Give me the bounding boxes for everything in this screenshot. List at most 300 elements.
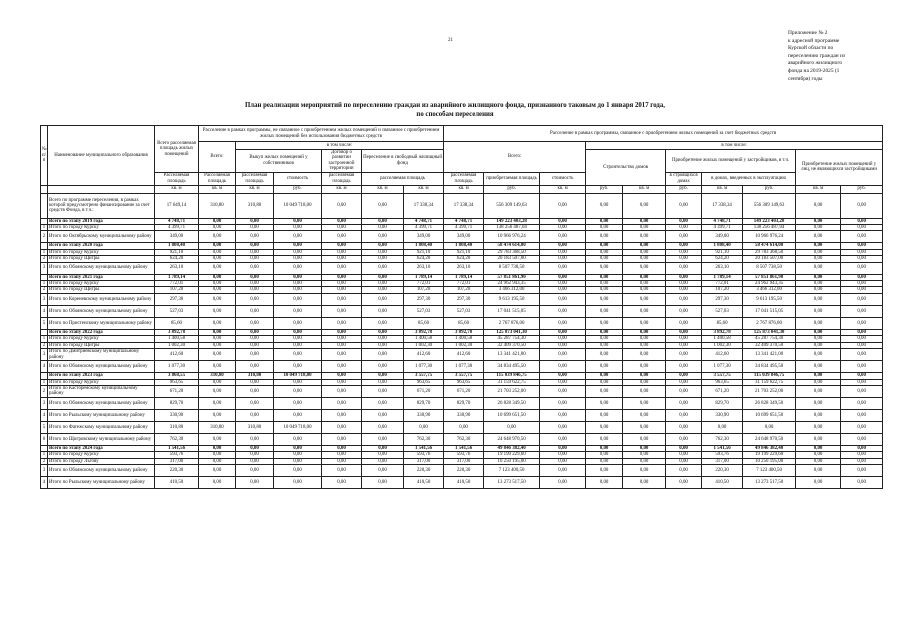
row-value: 963,65 xyxy=(702,379,743,385)
row-value: 4 748,71 xyxy=(702,218,743,224)
row-value: 0,00 xyxy=(623,397,666,409)
header-sub: расселяемая площадь xyxy=(236,172,274,185)
row-value: 0,00 xyxy=(666,317,702,329)
row-value: 527,03 xyxy=(444,305,484,317)
row-number: 3 xyxy=(41,262,48,274)
row-value: 0,00 xyxy=(274,385,322,397)
appendix-line: фонда на 2019-2025 (1 xyxy=(788,67,840,74)
row-value: 0,00 xyxy=(236,349,274,361)
row-value: 330,90 xyxy=(155,409,199,421)
row-value: 0,00 xyxy=(274,397,322,409)
header-g2-including: в том числе: xyxy=(586,142,883,150)
row-value: 921,10 xyxy=(404,249,444,255)
row-value: 13 341 421,00 xyxy=(743,349,796,361)
row-value: 0,00 xyxy=(841,243,883,249)
row-value: 0,00 xyxy=(623,293,666,305)
row-value: 0,00 xyxy=(586,409,623,421)
row-value: 1 541,56 xyxy=(444,445,484,451)
row-value: 0,00 xyxy=(623,445,666,451)
row-value: 3 892,78 xyxy=(702,329,743,335)
row-value: 0,00 xyxy=(586,397,623,409)
row-value: 0,00 xyxy=(199,342,236,348)
row-value: 349,00 xyxy=(155,231,199,243)
table-row xyxy=(41,231,883,243)
row-value: 0,00 xyxy=(796,317,841,329)
row-value: 0,00 xyxy=(236,249,274,255)
row-value: 0,00 xyxy=(586,385,623,397)
row-value: 10 049 718,00 xyxy=(274,193,322,218)
row-value: 0,00 xyxy=(841,445,883,451)
row-value: 0,00 xyxy=(623,477,666,489)
row-value: 0,00 xyxy=(586,287,623,293)
row-value: 0,00 xyxy=(199,397,236,409)
header-unit: кв. м xyxy=(702,185,743,193)
row-value: 0,00 xyxy=(274,433,322,445)
row-value: 0,00 xyxy=(322,342,362,348)
row-value: 0,00 xyxy=(841,336,883,342)
row-value: 829,70 xyxy=(404,397,444,409)
row-value: 0,00 xyxy=(199,281,236,287)
row-value: 0,00 xyxy=(623,421,666,433)
row-value: 0,00 xyxy=(586,421,623,433)
table-header xyxy=(41,126,883,194)
row-value: 149 223 403,28 xyxy=(743,218,796,224)
header-unit: руб. xyxy=(586,185,623,193)
row-number: 1 xyxy=(41,281,48,287)
row-value: 9 613 195,50 xyxy=(743,293,796,305)
row-value: 0,00 xyxy=(623,379,666,385)
row-municipality: Итого по Касторенскому муниципальному району xyxy=(48,385,155,397)
page-number: 21 xyxy=(448,38,453,43)
row-value: 0,00 xyxy=(796,256,841,262)
row-value: 0,00 xyxy=(199,477,236,489)
row-value: 0,00 xyxy=(796,305,841,317)
row-value: 0,00 xyxy=(540,225,586,231)
row-value: 0,00 xyxy=(362,317,404,329)
row-value: 0,00 xyxy=(274,262,322,274)
row-value: 0,00 xyxy=(796,231,841,243)
row-value: 0,00 xyxy=(841,361,883,373)
row-value: 1 808,40 xyxy=(444,243,484,249)
row-value: 0,00 xyxy=(841,262,883,274)
row-value: 0,00 xyxy=(540,243,586,249)
row-value: 3 868,55 xyxy=(155,373,199,379)
row-value: 310,80 xyxy=(199,421,236,433)
row-value: 349,00 xyxy=(404,231,444,243)
row-value: 0,00 xyxy=(274,249,322,255)
row-value: 19 199 229,60 xyxy=(484,452,540,458)
row-value: 138 256 487,04 xyxy=(484,225,540,231)
row-value: 0,00 xyxy=(623,329,666,335)
row-value: 0,00 xyxy=(274,243,322,249)
row-value: 772,01 xyxy=(444,281,484,287)
row-value: 0,00 xyxy=(841,349,883,361)
row-value: 138 256 487,04 xyxy=(743,225,796,231)
row-value: 0,00 xyxy=(199,305,236,317)
row-value: 10 250 195,00 xyxy=(743,458,796,464)
row-value: 0,00 xyxy=(274,342,322,348)
row-value: 0,00 xyxy=(199,445,236,451)
row-value: 412,60 xyxy=(444,349,484,361)
row-value: 0,00 xyxy=(540,231,586,243)
row-value: 410,50 xyxy=(702,477,743,489)
table-row xyxy=(41,305,883,317)
row-value: 0,00 xyxy=(586,373,623,379)
row-value: 1 077,30 xyxy=(702,361,743,373)
row-value: 0,00 xyxy=(666,225,702,231)
header-unit: руб. xyxy=(743,185,796,193)
row-municipality: Итого по городу Курску xyxy=(48,225,155,231)
row-value: 0,00 xyxy=(796,409,841,421)
row-value: 0,00 xyxy=(540,433,586,445)
row-value: 17 649,14 xyxy=(155,193,199,218)
row-value: 0,00 xyxy=(623,281,666,287)
row-value: 0,00 xyxy=(796,349,841,361)
row-value: 0,00 xyxy=(796,293,841,305)
row-value: 3 892,78 xyxy=(404,329,444,335)
row-value: 4 399,71 xyxy=(404,225,444,231)
row-value: 0,00 xyxy=(666,361,702,373)
row-value: 0,00 xyxy=(236,336,274,342)
row-number: 1 xyxy=(41,379,48,385)
header-unit: руб. xyxy=(274,185,322,193)
row-number: 4 xyxy=(41,305,48,317)
row-value: 0,00 xyxy=(362,445,404,451)
row-value: 49 846 382,40 xyxy=(484,445,540,451)
row-value: 0,00 xyxy=(362,218,404,224)
row-value: 829,70 xyxy=(702,397,743,409)
row-value: 0,00 xyxy=(199,458,236,464)
row-value: 0,00 xyxy=(796,445,841,451)
row-value: 0,00 xyxy=(841,274,883,280)
row-value: 0,00 xyxy=(274,477,322,489)
row-value: 0,00 xyxy=(274,274,322,280)
header-unit xyxy=(41,185,48,193)
row-value: 624,20 xyxy=(444,256,484,262)
row-value: 0,00 xyxy=(236,256,274,262)
row-value: 0,00 xyxy=(540,361,586,373)
row-value: 0,00 xyxy=(841,256,883,262)
header-unit: руб. xyxy=(841,185,883,193)
row-value: 671,20 xyxy=(155,385,199,397)
header-acquire-other: Приобретение жилых помещений у лиц, не являющихся застройщиками xyxy=(796,150,883,186)
header-unit: кв. м xyxy=(322,185,362,193)
row-municipality: Итого по Обоянскому муниципальному району xyxy=(48,361,155,373)
row-value: 125 873 041,30 xyxy=(484,329,540,335)
row-value: 0,00 xyxy=(236,231,274,243)
row-value: 317,00 xyxy=(155,458,199,464)
row-value: 330,90 xyxy=(702,409,743,421)
row-value: 0,00 xyxy=(322,225,362,231)
header-sub: стоимость xyxy=(540,172,586,185)
row-value: 0,00 xyxy=(540,379,586,385)
row-value: 0,00 xyxy=(666,329,702,335)
row-value: 10 049 718,00 xyxy=(274,421,322,433)
row-value: 0,00 xyxy=(362,225,404,231)
row-value: 0,00 xyxy=(322,243,362,249)
row-value: 0,00 xyxy=(796,373,841,379)
row-value: 1 002,30 xyxy=(155,342,199,348)
row-municipality: Итого по городу Курску xyxy=(48,281,155,287)
row-value: 412,60 xyxy=(404,349,444,361)
row-value: 0,00 xyxy=(796,249,841,255)
row-value: 125 873 041,30 xyxy=(743,329,796,335)
header-unit: кв. м xyxy=(404,185,444,193)
row-number: 3 xyxy=(41,397,48,409)
row-value: 0,00 xyxy=(623,317,666,329)
row-value: 0,00 xyxy=(484,421,540,433)
row-value: 762,30 xyxy=(155,433,199,445)
row-municipality: Итого по Пристенскому муниципальному району xyxy=(48,317,155,329)
row-value: 0,00 xyxy=(199,452,236,458)
row-value: 10 699 651,50 xyxy=(743,409,796,421)
row-municipality: Итого по городу Курску xyxy=(48,452,155,458)
row-value: 0,00 xyxy=(623,465,666,477)
row-value: 0,00 xyxy=(274,349,322,361)
row-value: 0,00 xyxy=(274,256,322,262)
row-value: 0,00 xyxy=(666,256,702,262)
row-value: 0,00 xyxy=(540,452,586,458)
row-value: 3 892,78 xyxy=(444,329,484,335)
row-value: 0,00 xyxy=(540,336,586,342)
row-value: 0,00 xyxy=(623,433,666,445)
row-value: 1 541,56 xyxy=(155,445,199,451)
appendix-note xyxy=(788,30,898,83)
row-value: 0,00 xyxy=(666,218,702,224)
row-value: 671,20 xyxy=(404,385,444,397)
row-value: 0,00 xyxy=(841,281,883,287)
row-value: 412,60 xyxy=(155,349,199,361)
row-value: 0,00 xyxy=(362,256,404,262)
row-value: 0,00 xyxy=(274,305,322,317)
row-municipality: Итого по Обоянскому муниципальному району xyxy=(48,397,155,409)
row-value: 45 287 754,30 xyxy=(743,336,796,342)
header-group-no-budget: Расселение в рамках программы, не связанное с приобретением жилых помещений и связанное с приобретением жилых помещений без использования бюджетных средств xyxy=(199,126,444,142)
row-value: 0,00 xyxy=(586,379,623,385)
row-value: 0,00 xyxy=(274,465,322,477)
row-value: 349,00 xyxy=(444,231,484,243)
row-number: 4 xyxy=(41,409,48,421)
row-value: 0,00 xyxy=(666,193,702,218)
row-value: 963,65 xyxy=(155,379,199,385)
row-value: 0,00 xyxy=(666,293,702,305)
row-value: 593,76 xyxy=(404,452,444,458)
row-value: 0,00 xyxy=(322,465,362,477)
row-value: 0,00 xyxy=(362,249,404,255)
row-value: 0,00 xyxy=(540,305,586,317)
row-value: 17 338,34 xyxy=(702,193,743,218)
row-number: 5 xyxy=(41,421,48,433)
header-unit: кв. м xyxy=(155,185,199,193)
row-value: 0,00 xyxy=(199,287,236,293)
row-value: 0,00 xyxy=(796,465,841,477)
row-value: 34 834 495,50 xyxy=(484,361,540,373)
row-value: 263,10 xyxy=(404,262,444,274)
row-value: 85,60 xyxy=(444,317,484,329)
row-value: 0,00 xyxy=(841,458,883,464)
row-value: 0,00 xyxy=(362,385,404,397)
row-value: 0,00 xyxy=(362,243,404,249)
row-value: 317,00 xyxy=(702,458,743,464)
table-row xyxy=(41,397,883,409)
row-value: 0,00 xyxy=(199,433,236,445)
row-municipality: Всего по этапу 2020 года xyxy=(48,243,155,249)
row-value: 0,00 xyxy=(623,243,666,249)
row-value: 0,00 xyxy=(199,317,236,329)
row-value: 1 400,58 xyxy=(404,336,444,342)
row-value: 0,00 xyxy=(540,385,586,397)
row-value: 0,00 xyxy=(743,421,796,433)
row-value: 0,00 xyxy=(274,317,322,329)
row-value: 57 851 861,90 xyxy=(743,274,796,280)
header-sub: расселяемая площадь xyxy=(444,172,484,185)
appendix-line: сентября) годы xyxy=(788,75,823,82)
row-value: 0,00 xyxy=(666,409,702,421)
row-value: 0,00 xyxy=(666,281,702,287)
row-value: 0,00 xyxy=(322,274,362,280)
row-value: 0,00 xyxy=(623,361,666,373)
row-value: 0,00 xyxy=(236,445,274,451)
row-value: 0,00 xyxy=(841,193,883,218)
row-value: 0,00 xyxy=(236,458,274,464)
row-value: 0,00 xyxy=(841,409,883,421)
row-value: 0,00 xyxy=(666,433,702,445)
header-g2-total: Всего: xyxy=(444,142,586,173)
row-value: 0,00 xyxy=(322,421,362,433)
row-value: 1 789,14 xyxy=(155,274,199,280)
row-value: 1 002,30 xyxy=(404,342,444,348)
row-value: 0,00 xyxy=(623,274,666,280)
row-value: 0,00 xyxy=(666,445,702,451)
row-municipality: Итого по городу Щигры xyxy=(48,342,155,348)
row-value: 0,00 xyxy=(666,262,702,274)
row-value: 310,80 xyxy=(236,373,274,379)
row-value: 1 541,56 xyxy=(702,445,743,451)
row-value: 0,00 xyxy=(666,336,702,342)
row-value: 220,30 xyxy=(155,465,199,477)
row-value: 0,00 xyxy=(199,293,236,305)
row-value: 17 338,34 xyxy=(444,193,484,218)
row-value: 0,00 xyxy=(274,445,322,451)
row-value: 0,00 xyxy=(362,349,404,361)
row-number: 1 xyxy=(41,452,48,458)
row-value: 762,30 xyxy=(404,433,444,445)
row-value: 4 748,71 xyxy=(444,218,484,224)
table-row xyxy=(41,349,883,361)
header-sub: расселяемая площадь xyxy=(322,172,362,185)
row-value: 4 399,71 xyxy=(155,225,199,231)
row-value: 0,00 xyxy=(199,243,236,249)
row-value: 0,00 xyxy=(666,379,702,385)
row-value: 0,00 xyxy=(362,361,404,373)
row-value: 0,00 xyxy=(236,243,274,249)
table-row xyxy=(41,385,883,397)
row-value: 0,00 xyxy=(796,477,841,489)
row-value: 297,30 xyxy=(444,293,484,305)
row-municipality: Итого по Рыльскому муниципальному району xyxy=(48,409,155,421)
row-value: 624,20 xyxy=(155,256,199,262)
row-value: 0,00 xyxy=(666,452,702,458)
row-value: 0,00 xyxy=(586,336,623,342)
row-number xyxy=(41,193,48,218)
row-value: 0,00 xyxy=(322,349,362,361)
row-value: 0,00 xyxy=(841,218,883,224)
row-value: 19 199 229,60 xyxy=(743,452,796,458)
row-value: 556 309 149,63 xyxy=(484,193,540,218)
row-value: 0,00 xyxy=(666,231,702,243)
row-value: 26 828 349,50 xyxy=(484,397,540,409)
row-value: 1 789,14 xyxy=(404,274,444,280)
row-value: 0,00 xyxy=(586,433,623,445)
row-value: 0,00 xyxy=(666,465,702,477)
row-value: 963,65 xyxy=(444,379,484,385)
row-value: 0,00 xyxy=(586,317,623,329)
row-value: 0,00 xyxy=(322,293,362,305)
row-value: 310,80 xyxy=(155,421,199,433)
row-value: 20 183 507,00 xyxy=(484,256,540,262)
row-value: 149 223 403,28 xyxy=(484,218,540,224)
row-value: 45 287 754,30 xyxy=(484,336,540,342)
row-value: 85,60 xyxy=(404,317,444,329)
row-value: 0,00 xyxy=(586,249,623,255)
row-value: 0,00 xyxy=(322,409,362,421)
row-municipality: Итого по городу Курску xyxy=(48,379,155,385)
row-municipality: Итого по городу Льгову xyxy=(48,458,155,464)
row-value: 2 767 876,00 xyxy=(484,317,540,329)
row-value: 0,00 xyxy=(540,317,586,329)
row-value: 0,00 xyxy=(362,458,404,464)
row-value: 0,00 xyxy=(540,458,586,464)
row-value: 0,00 xyxy=(666,349,702,361)
row-value: 0,00 xyxy=(623,452,666,458)
header-unit: кв. м xyxy=(362,185,404,193)
row-value: 0,00 xyxy=(274,293,322,305)
row-value: 0,00 xyxy=(274,225,322,231)
row-value: 0,00 xyxy=(362,274,404,280)
row-value: 0,00 xyxy=(236,342,274,348)
header-sub: приобретаемая площадь xyxy=(484,172,540,185)
row-value: 220,30 xyxy=(404,465,444,477)
row-value: 0,00 xyxy=(322,336,362,342)
row-value: 0,00 xyxy=(623,373,666,379)
row-value: 0,00 xyxy=(236,225,274,231)
header-sub: стоимость xyxy=(274,172,322,185)
row-value: 0,00 xyxy=(322,458,362,464)
row-value: 58 474 614,00 xyxy=(743,243,796,249)
row-value: 0,00 xyxy=(623,249,666,255)
row-value: 0,00 xyxy=(623,385,666,397)
row-value: 593,76 xyxy=(702,452,743,458)
table-row xyxy=(41,477,883,489)
row-value: 0,00 xyxy=(666,342,702,348)
row-value: 317,00 xyxy=(404,458,444,464)
row-municipality: Итого по Октябрьскому муниципальному району xyxy=(48,231,155,243)
header-unit: кв. м xyxy=(236,185,274,193)
row-municipality: Итого по городу Щигры xyxy=(48,256,155,262)
title-line: по способам переселения xyxy=(416,111,494,118)
row-value: 0,00 xyxy=(586,329,623,335)
row-value: 0,00 xyxy=(274,452,322,458)
row-value: 0,00 xyxy=(586,274,623,280)
row-value: 0,00 xyxy=(322,218,362,224)
row-value: 671,20 xyxy=(444,385,484,397)
row-value: 0,00 xyxy=(841,373,883,379)
row-value: 3 892,78 xyxy=(155,329,199,335)
row-value: 0,00 xyxy=(362,452,404,458)
row-value: 0,00 xyxy=(199,409,236,421)
row-value: 0,00 xyxy=(362,262,404,274)
row-value: 0,00 xyxy=(236,274,274,280)
